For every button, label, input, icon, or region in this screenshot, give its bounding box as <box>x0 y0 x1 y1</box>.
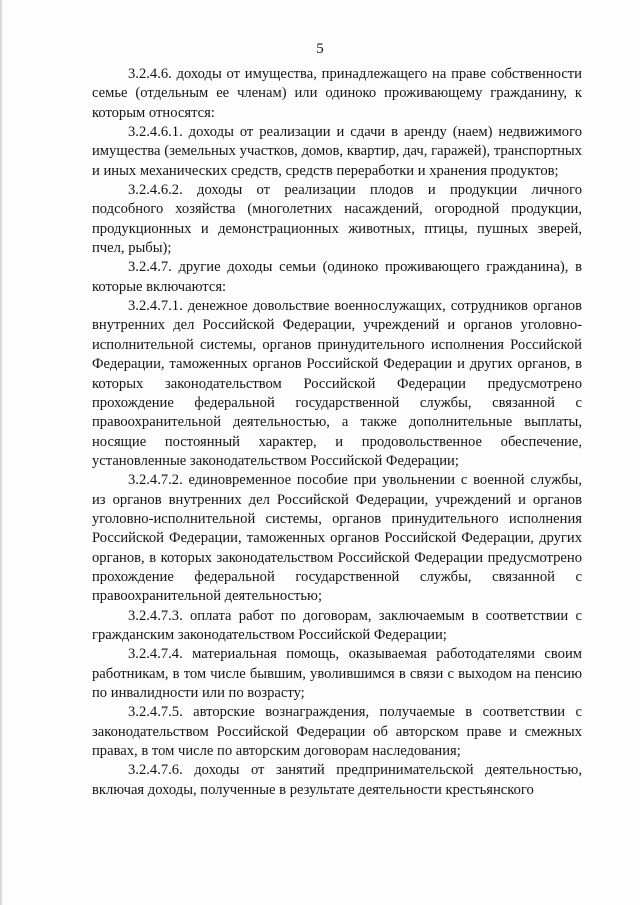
scan-edge <box>0 0 2 905</box>
paragraph-3-2-4-7-2: 3.2.4.7.2. единовременное пособие при увольнении с военной службы, из органов внутренних дел Российской Федерации, учреждений и органов уголовно-исполнительной системы, органов принудительного исполнения Российской Федерации, таможенных органов Российской Федерации, других органов, в которых законодательством Российской Федерации предусмотрено прохождение федеральной государственной службы, связанной с правоохранительной деятельностью; <box>92 472 582 605</box>
paragraph-3-2-4-6: 3.2.4.6. доходы от имущества, принадлежащего на праве собственности семье (отдельным ее членам) или одиноко проживающему гражданину, к которым относятся: <box>92 66 582 121</box>
paragraph-3-2-4-7-4: 3.2.4.7.4. материальная помощь, оказываемая работодателями своим работникам, в том числе бывшим, уволившимся в связи с выходом на пенсию по инвалидности или по возрасту; <box>92 646 582 701</box>
paragraph-3-2-4-7: 3.2.4.7. другие доходы семьи (одиноко проживающего гражданина), в которые включаются: <box>92 259 582 295</box>
document-body <box>92 65 582 800</box>
paragraph-3-2-4-6-1: 3.2.4.6.1. доходы от реализации и сдачи в аренду (наем) недвижимого имущества (земельных участков, домов, квартир, дач, гаражей), транспортных и иных механических средств, средств переработки и хранения продуктов; <box>92 124 582 179</box>
paragraph-3-2-4-7-3: 3.2.4.7.3. оплата работ по договорам, заключаемым в соответствии с гражданским законодательством Российской Федерации; <box>92 607 582 643</box>
paragraph-3-2-4-7-6: 3.2.4.7.6. доходы от занятий предпринимательской деятельностью, включая доходы, полученные в результате деятельности крестьянского <box>92 762 582 798</box>
paragraph-3-2-4-6-2: 3.2.4.6.2. доходы от реализации плодов и продукции личного подсобного хозяйства (многолетних насаждений, огородной продукции, продукционных и демонстрационных животных, птицы, пушных зверей, пчел, рыбы); <box>92 182 582 257</box>
page-number: 5 <box>316 41 324 57</box>
paragraph-3-2-4-7-5: 3.2.4.7.5. авторские вознаграждения, получаемые в соответствии с законодательством Российской Федерации об авторском праве и смежных правах, в том числе по авторским договорам наследования; <box>92 704 582 760</box>
paragraph-3-2-4-7-1: 3.2.4.7.1. денежное довольствие военнослужащих, сотрудников органов внутренних дел Российской Федерации, учреждений и органов уголовно-исполнительной системы, органов принудительного исполнения Российской Федерации, таможенных органов Российской Федерации и других органов, в которых законодательством Российской Федерации предусмотрено прохождение федеральной государственной службы, связанной с правоохранительной деятельностью, а также дополнительные выплаты, носящие постоянный характер, и продовольственное обеспечение, установленные законодательством Российской Федерации; <box>92 298 582 469</box>
